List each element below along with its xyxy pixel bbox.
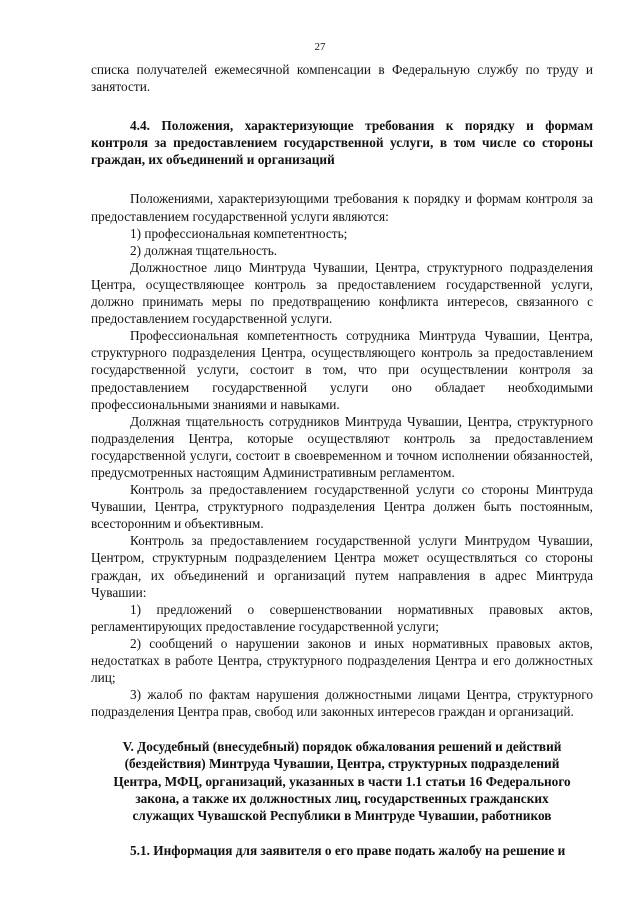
paragraph-control-nature: Контроль за предоставлением государственной услуги со стороны Минтруда Чувашии, Центра, структурного подразделения Центра должен быть постоянным, всесторонним и объективным. <box>91 482 593 532</box>
spacer <box>91 824 593 842</box>
list-item-competence: 1) профессиональная компетентность; <box>130 225 348 241</box>
paragraph-control-provisions: Положениями, характеризующими требования к порядку и формам контроля за предоставлением государственной услуги являются: <box>91 191 593 224</box>
list-item-proposals: 1) предложений о совершенствовании нормативных правовых актов, регламентирующих предоставление государственной услуги; <box>91 601 593 634</box>
paragraph-due-diligence: Должная тщательность сотрудников Минтруда Чувашии, Центра, структурного подразделения Центра, которые осуществляют контроль за предоставлением государственной услуги, состоит в своевременном и точном исполнении обязанностей, предусмотренных настоящим Административным регламентом. <box>91 413 593 480</box>
document-body <box>91 61 593 859</box>
list-item-complaints: 3) жалоб по фактам нарушения должностными лицами Центра, структурного подразделения Центра прав, свобод или законных интересов граждан и организаций. <box>91 687 593 720</box>
spacer <box>91 720 593 738</box>
paragraph-professional-competence: Профессиональная компетентность сотрудника Минтруда Чувашии, Центра, структурного подразделения Центра, осуществляющего контроль за предоставлением государственной услуги, состоит в том, что при осуществлении контроля за предоставлением государственной услуги оно обладает необходимыми профессиональными знаниями и навыками. <box>91 328 593 412</box>
paragraph-continuation: списка получателей ежемесячной компенсации в Федеральную службу по труду и занятости. <box>91 62 593 95</box>
page-number: 27 <box>314 41 326 53</box>
list-item-diligence: 2) должная тщательность. <box>130 242 278 258</box>
list-item-reports: 2) сообщений о нарушении законов и иных нормативных правовых актов, недостатках в работе Центра, структурного подразделения Центра и его должностных лиц; <box>91 635 593 686</box>
section-heading-5: V. Досудебный (внесудебный) порядок обжалования решений и действий (бездействия) Минтруда Чувашии, Центра, структурных подразделений Центра, МФЦ, организаций, указанных в части 1.1 статьи 16 Федерального закона, а также их должностных лиц, государственных гражданских служащих Чувашской Республики в Минтруде Чувашии, работников <box>113 739 571 823</box>
paragraph-public-control: Контроль за предоставлением государственной услуги Минтрудом Чувашии, Центром, структурным подразделением Центра может осуществляться со стороны граждан, их объединений и организаций путем направления в адрес Минтруда Чувашии: <box>91 533 593 600</box>
paragraph-conflict-of-interest: Должностное лицо Минтруда Чувашии, Центра, структурного подразделения Центра, осуществляющее контроль за предоставлением государственной услуги, должно принимать меры по предотвращению конфликта интересов, связанного с предоставлением государственной услуги. <box>91 259 593 327</box>
spacer <box>91 95 593 117</box>
section-heading-5-1: 5.1. Информация для заявителя о его праве подать жалобу на решение и <box>130 842 566 858</box>
spacer <box>91 168 593 190</box>
section-heading-4-4: 4.4. Положения, характеризующие требования к порядку и формам контроля за предоставлением государственной услуги, в том числе со стороны граждан, их объединений и организаций <box>91 118 593 168</box>
